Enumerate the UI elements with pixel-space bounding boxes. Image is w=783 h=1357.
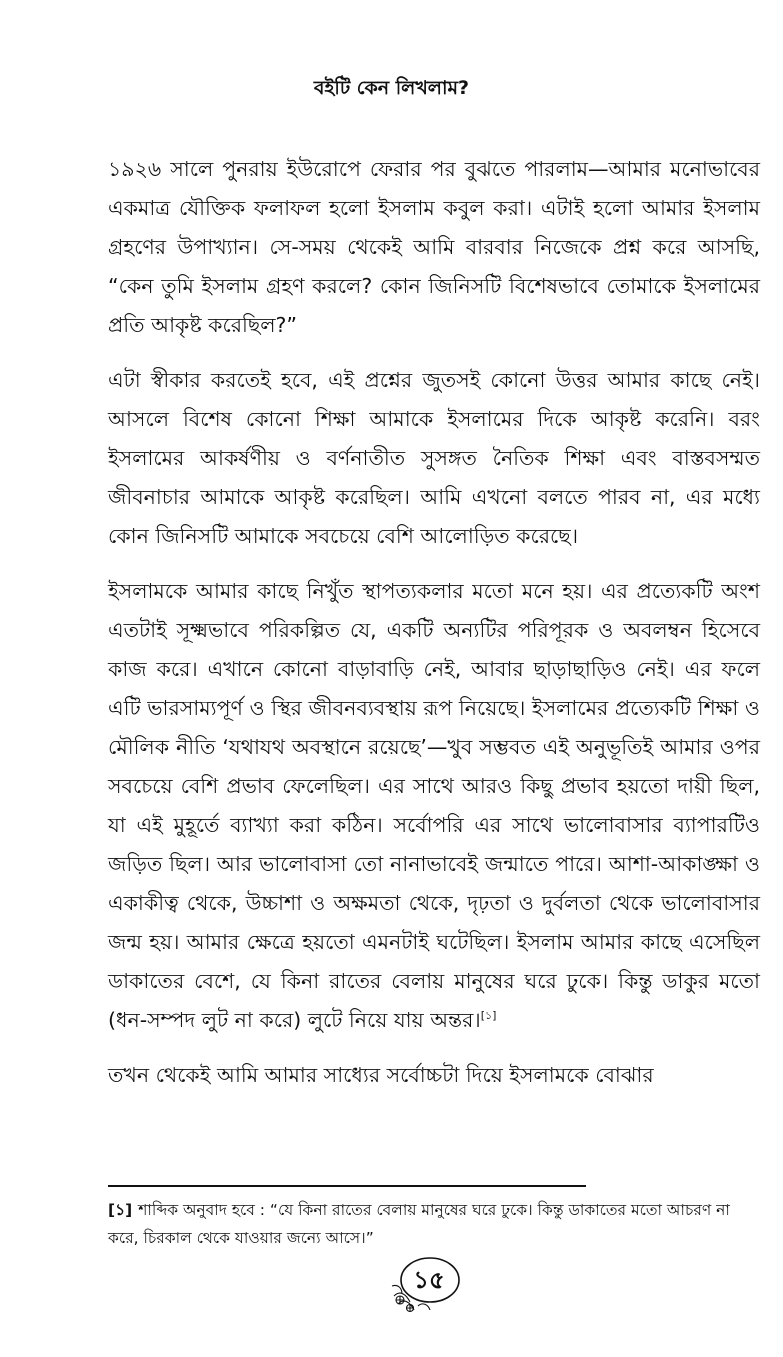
paragraph-2: এটা স্বীকার করতেই হবে, এই প্রশ্নের জুতসই কোনো উত্তর আমার কাছে নেই। আসলে বিশেষ কোনো শিক্ষা আমাকে ইসলামের দিকে আকৃষ্ট করেনি। বরং ইসলামের আকর্ষণীয় ও বর্ণনাতীত সুসঙ্গত নৈতিক শিক্ষা এবং বাস্তবসম্মত জীবনাচার আমাকে আকৃষ্ট করেছিল। আমি এখনো বলতে পারব না, এর মধ্যে কোন জিনিসটি আমাকে সবচেয়ে বেশি আলোড়িত করেছে। [108, 368, 760, 548]
page-number: ১৫ [413, 1266, 445, 1294]
paragraph-4: তখন থেকেই আমি আমার সাধ্যের সর্বোচ্চটা দিয়ে ইসলামকে বোঝার [108, 1063, 654, 1087]
page-number-block [388, 1256, 468, 1316]
paragraph-3-text: ইসলামকে আমার কাছে নিখুঁত স্থাপত্যকলার মতো মনে হয়। এর প্রত্যেকটি অংশ এতটাই সূক্ষ্মভাবে পরিকল্পিত যে, একটি অন্যটির পরিপূরক ও অবলম্বন হিসেবে কাজ করে। এখানে কোনো বাড়াবাড়ি নেই, আবার ছাড়াছাড়িও নেই। এর ফলে এটি ভারসাম্যপূর্ণ ও স্থির জীবনব্যবস্থায় রূপ নিয়েছে। ইসলামের প্রত্যেকটি শিক্ষা ও মৌলিক নীতি ‘যথাযথ অবস্থানে রয়েছে’—খুব সম্ভবত এই অনুভূতিই আমার ওপর সবচেয়ে বেশি প্রভাব ফেলেছিল। এর সাথে আরও কিছু প্রভাব হয়তো দায়ী ছিল, যা এই মুহূর্তে ব্যাখ্যা করা কঠিন। সর্বোপরি এর সাথে ভালোবাসার ব্যাপারটিও জড়িত ছিল। আর ভালোবাসা তো নানাভাবেই জন্মাতে পারে। আশা-আকাঙ্ক্ষা ও একাকীত্ব থেকে, উচ্চাশা ও অক্ষমতা থেকে, দৃঢ়তা ও দুর্বলতা থেকে ভালোবাসার জন্ম হয়। আমার ক্ষেত্রে হয়তো এমনটাই ঘটেছিল। ইসলাম আমার কাছে এসেছিল ডাকাতের বেশে, যে কিনা রাতের বেলায় মানুষের ঘরে ঢুকে। কিন্তু ডাকুর মতো (ধন-সম্পদ লুট না করে) লুটে নিয়ে যায় অন্তর। [108, 579, 760, 1032]
paragraph-1: ১৯২৬ সালে পুনরায় ইউরোপে ফেরার পর বুঝতে পারলাম—আমার মনোভাবের একমাত্র যৌক্তিক ফলাফল হলো ইসলাম কবুল করা। এটাই হলো আমার ইসলাম গ্রহণের উপাখ্যান। সে-সময় থেকেই আমি বারবার নিজেকে প্রশ্ন করে আসছি, “কেন তুমি ইসলাম গ্রহণ করলে? কোন জিনিসটি বিশেষভাবে তোমাকে ইসলামের প্রতি আকৃষ্ট করেছিল?” [108, 157, 760, 337]
footnote-reference[interactable]: [১] [480, 1009, 497, 1023]
footnote-marker: [১] [108, 1201, 133, 1219]
footnote [108, 1196, 760, 1252]
running-head: বইটি কেন লিখলাম? [313, 77, 470, 99]
body-text [108, 150, 760, 1111]
footnote-divider [108, 1185, 586, 1187]
footnote-text: শাব্দিক অনুবাদ হবে : “যে কিনা রাতের বেলায় মানুষের ঘরে ঢুকে। কিন্তু ডাকাতের মতো আচরণ না করে, চিরকাল থেকে যাওয়ার জন্যে আসে।” [108, 1201, 730, 1247]
paragraph-3 [108, 572, 760, 1040]
